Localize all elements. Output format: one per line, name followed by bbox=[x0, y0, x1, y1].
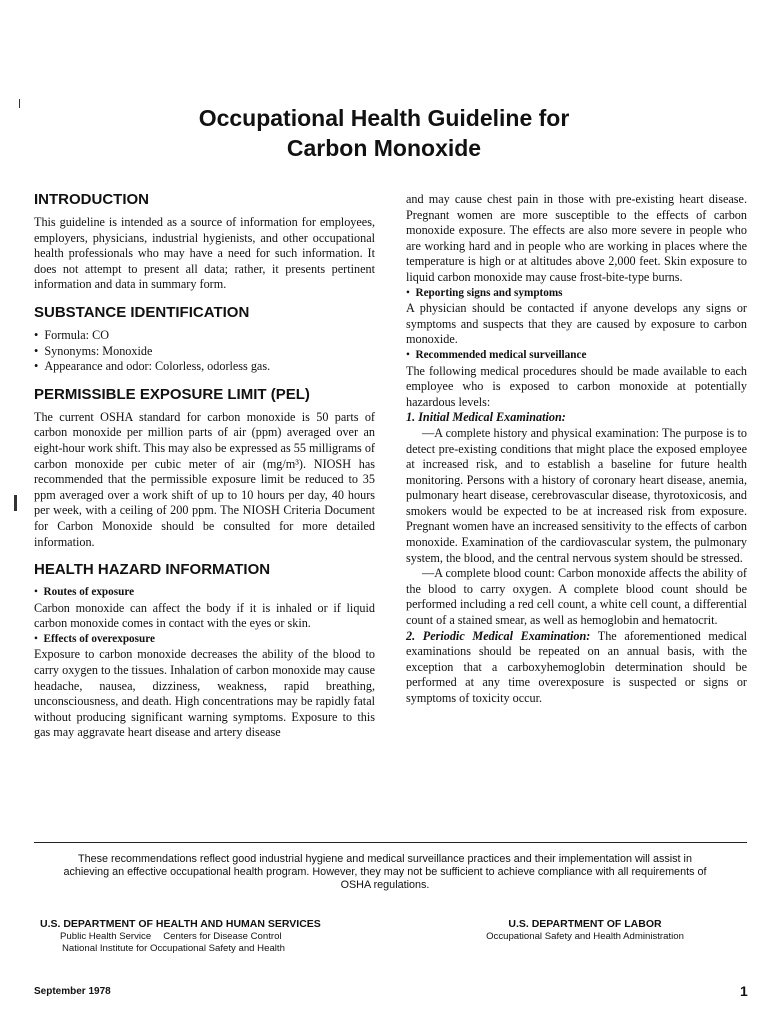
hhs-agency-phs: Public Health Service bbox=[60, 930, 152, 942]
right-column bbox=[406, 192, 747, 707]
left-column bbox=[34, 190, 375, 741]
surveillance-text: The following medical procedures should be made available to each employee who is exposed to carbon monoxide at potentially hazardous levels: bbox=[406, 363, 747, 409]
introduction-section bbox=[34, 190, 375, 293]
publication-date: September 1978 bbox=[34, 986, 111, 997]
list-item: • Synonyms: Monoxide bbox=[34, 344, 375, 360]
pel-text: The current OSHA standard for carbon monoxide is 50 parts of carbon monoxide per million parts of air (ppm) averaged over an eight-hour work shift. This may also be expressed as 55 milligrams of carbon monoxide per cubic meter of air (mg/m³). NIOSH has recommended that the permissible exposure limit be reduced to 35 ppm averaged over a work shift of up to 10 hours per day, 40 hours per week, with a ceiling of 200 ppm. The NIOSH Criteria Document for Carbon Monoxide should be consulted for more detailed information. bbox=[34, 409, 375, 549]
health-hazard-section bbox=[34, 560, 375, 741]
initial-exam-paragraph-2: —A complete blood count: Carbon monoxide affects the ability of the blood to carry oxygen. A complete blood count should be performed including a red cell count, a white cell count, a differential count of a stained smear, as well as hemoglobin and hematocrit. bbox=[406, 566, 747, 628]
hhs-block bbox=[40, 918, 370, 956]
periodic-exam-paragraph bbox=[406, 629, 747, 707]
list-item: • Formula: CO bbox=[34, 328, 375, 344]
periodic-exam-label: 2. Periodic Medical Examination: bbox=[406, 628, 591, 643]
footer-divider bbox=[34, 842, 747, 843]
pel-heading: PERMISSIBLE EXPOSURE LIMIT (PEL) bbox=[34, 385, 310, 403]
hhs-agency-cdc: Centers for Disease Control bbox=[163, 930, 282, 942]
surveillance-subheading: • Recommended medical surveillance bbox=[406, 348, 747, 364]
effects-subheading: • Effects of overexposure bbox=[34, 632, 375, 648]
initial-exam-paragraph-1: —A complete history and physical examination: The purpose is to detect pre-existing conditions that might place the exposed employee at increased risk, and to establish a baseline for future health monitoring. Persons with a history of coronary heart disease, anemia, pulmonary heart disease, cerebrovascular disease, thyrotoxicosis, and smokers would be expected to be at increased risk from exposure. Pregnant women have an increased sensitivity to the effects of carbon monoxide. Examination of the cardiovascular system, the pulmonary system, the blood, and the central nervous system should be stressed. bbox=[406, 425, 747, 565]
dol-agency: Occupational Safety and Health Administration bbox=[486, 930, 684, 942]
introduction-text: This guideline is intended as a source of information for employees, employers, physicians, industrial hygienists, and other occupational health professionals who may have a need for such information. It does not attempt to present all data; rather, it presents pertinent information and data in summary form. bbox=[34, 215, 375, 292]
title-line-2: Carbon Monoxide bbox=[286, 135, 482, 161]
periodic-exam-text: The aforementioned medical examinations should be repeated on an annual basis, with the exception that a carboxyhemoglobin determination should be performed at any time overexposure is suspected or signs or symptoms of toxicity occur. bbox=[406, 628, 748, 705]
title-line-1: Occupational Health Guideline for bbox=[198, 105, 570, 131]
effects-text-continued: and may cause chest pain in those with pre-existing heart disease. Pregnant women are more susceptible to the effects of carbon monoxide exposure. The effects are also more severe in people who are working hard and in people who are working in places where the temperature is high or at altitudes above 2,000 feet. Skin exposure to liquid carbon monoxide may cause frost-bite-type burns. bbox=[406, 192, 747, 284]
initial-exam-label: 1. Initial Medical Examination: bbox=[406, 410, 566, 425]
pel-section bbox=[34, 385, 375, 550]
page-number: 1 bbox=[740, 983, 748, 999]
reporting-text: A physician should be contacted if anyone develops any signs or symptoms and suspects that they are caused by exposure to carbon monoxide. bbox=[406, 301, 747, 347]
dol-department: U.S. DEPARTMENT OF LABOR bbox=[508, 918, 662, 930]
substance-identification-heading: SUBSTANCE IDENTIFICATION bbox=[34, 303, 250, 321]
footer-note: These recommendations reflect good industrial hygiene and medical surveillance practices and their implementation will assist in achieving an effective occupational health program. However, they may not be sufficient to achieve compliance with all requirements of OSHA regulations. bbox=[63, 853, 707, 891]
substance-identification-section bbox=[34, 303, 375, 375]
page-title bbox=[0, 103, 768, 163]
effects-text: Exposure to carbon monoxide decreases the ability of the blood to carry oxygen to the tissues. Inhalation of carbon monoxide may cause headache, nausea, dizziness, weakness, rapid breathing, unconsciousness, and death. High concentrations may be rapidly fatal without producing significant warning symptoms. Exposure to this gas may aggravate heart disease and artery disease bbox=[34, 647, 375, 740]
hhs-department: U.S. DEPARTMENT OF HEALTH AND HUMAN SERVICES bbox=[40, 918, 321, 930]
health-hazard-heading: HEALTH HAZARD INFORMATION bbox=[34, 561, 271, 579]
routes-subheading: • Routes of exposure bbox=[34, 585, 375, 601]
introduction-heading: INTRODUCTION bbox=[34, 191, 149, 208]
dol-block bbox=[440, 918, 730, 943]
list-item: • Appearance and odor: Colorless, odorless gas. bbox=[34, 359, 375, 375]
scan-mark bbox=[14, 495, 17, 511]
reporting-subheading: • Reporting signs and symptoms bbox=[406, 286, 747, 302]
hhs-agency-niosh: National Institute for Occupational Safety and Health bbox=[62, 943, 285, 954]
routes-text: Carbon monoxide can affect the body if it is inhaled or if liquid carbon monoxide comes in contact with the eyes or skin. bbox=[34, 600, 375, 631]
hhs-agencies bbox=[40, 931, 370, 944]
substance-list bbox=[34, 328, 375, 375]
